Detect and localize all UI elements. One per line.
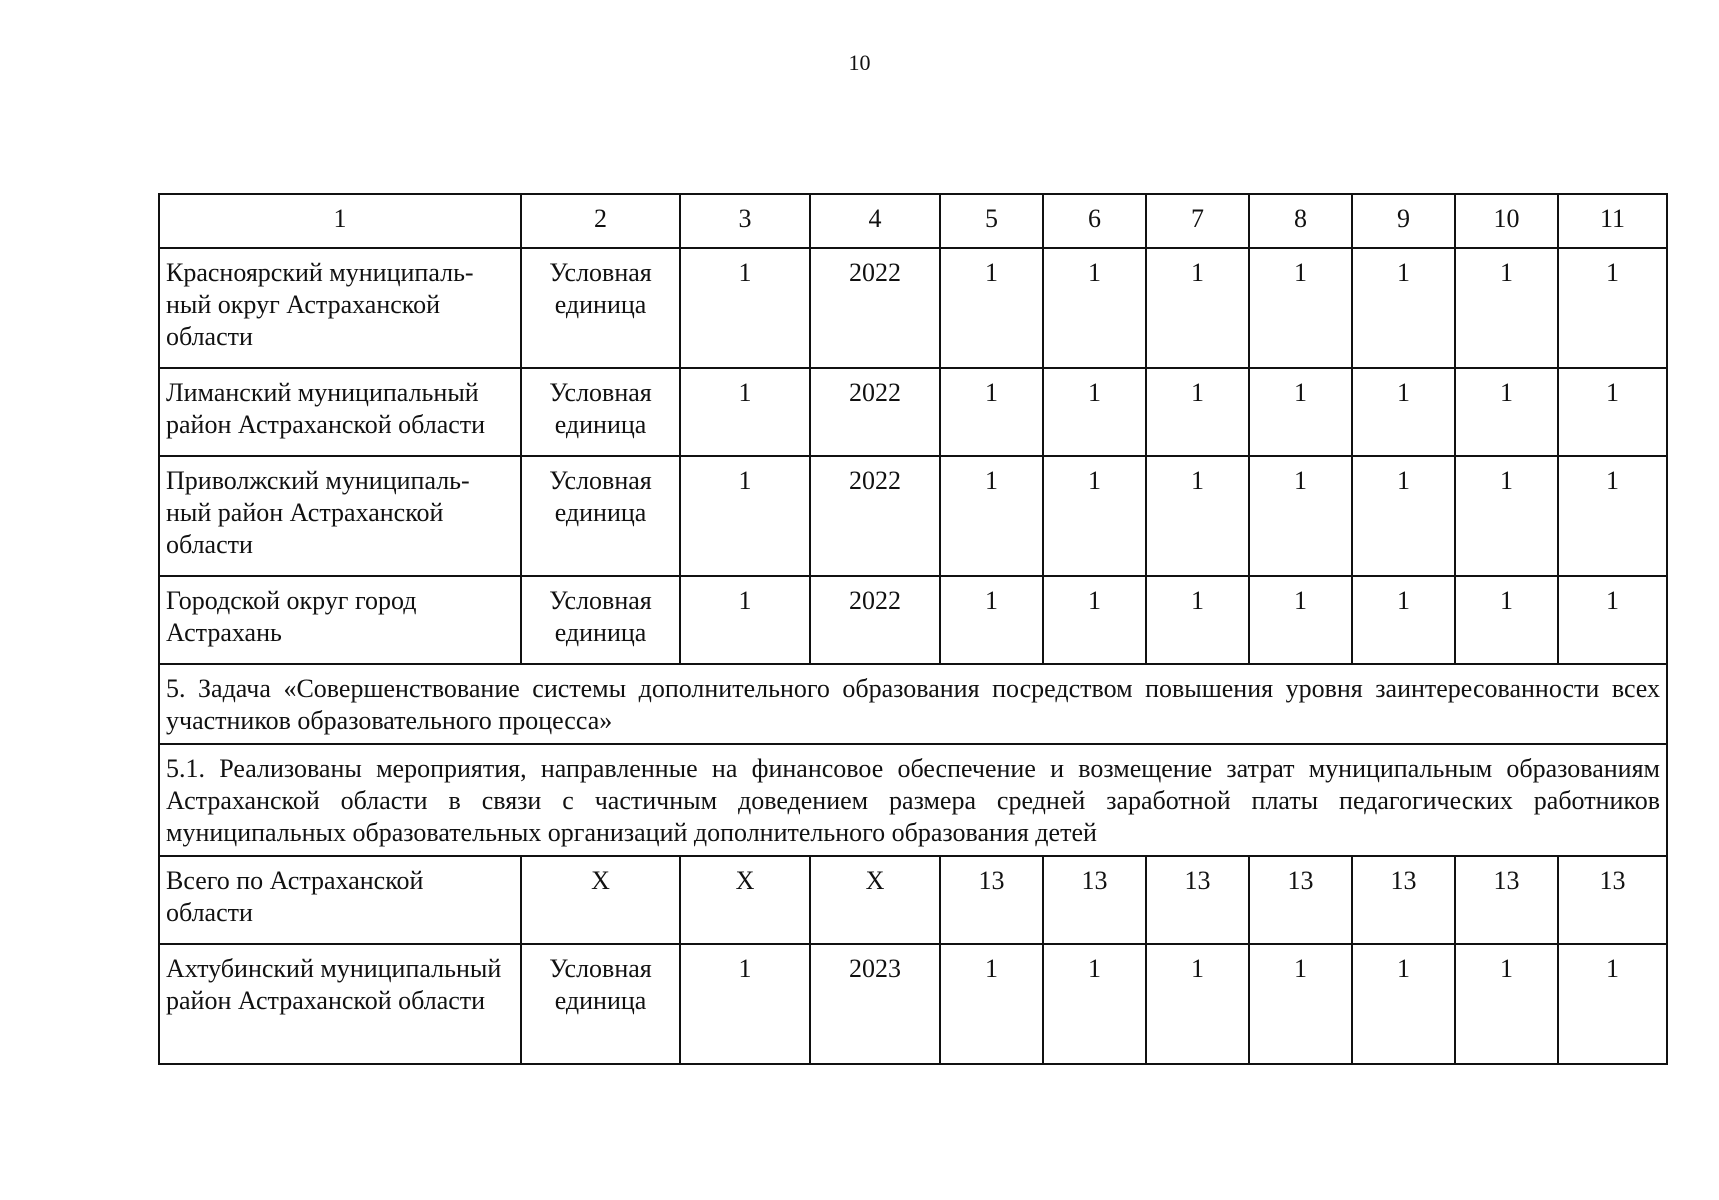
value-cell: 1 — [680, 944, 810, 1064]
value-cell: 1 — [1558, 576, 1667, 664]
value-cell: 1 — [1352, 368, 1455, 456]
value-cell: 1 — [1455, 456, 1558, 576]
value-cell: 1 — [1352, 576, 1455, 664]
value-cell: 1 — [1455, 248, 1558, 368]
table-row — [159, 248, 1667, 368]
value-cell: 2023 — [810, 944, 940, 1064]
value-cell: 1 — [1249, 456, 1352, 576]
value-cell: 1 — [1146, 368, 1249, 456]
value-cell: 1 — [680, 456, 810, 576]
table-row — [159, 576, 1667, 664]
section-task-heading: 5. Задача «Совершенствование системы дополнительного образования посредством повышения уровня заинтересованности всех участников образовательного процесса» — [159, 664, 1667, 744]
value-cell: 1 — [1352, 944, 1455, 1064]
value-cell: 1 — [1558, 944, 1667, 1064]
value-cell: 1 — [1455, 944, 1558, 1064]
value-cell: 1 — [1558, 368, 1667, 456]
column-number-row — [159, 194, 1667, 248]
value-cell: 13 — [1352, 856, 1455, 944]
value-cell: 1 — [1249, 248, 1352, 368]
section-measure-heading-row — [159, 744, 1667, 856]
value-cell: 1 — [1146, 456, 1249, 576]
column-number: 9 — [1352, 194, 1455, 248]
value-cell: 13 — [1249, 856, 1352, 944]
table-row — [159, 456, 1667, 576]
value-cell: 1 — [1455, 576, 1558, 664]
value-cell: 1 — [1043, 944, 1146, 1064]
value-cell: 1 — [940, 456, 1043, 576]
column-number: 4 — [810, 194, 940, 248]
table-row — [159, 856, 1667, 944]
row-name: Лиманский муниципальный район Астраханской области — [159, 368, 521, 456]
row-name: Приволжский муниципаль- ный район Астраханской области — [159, 456, 521, 576]
unit-cell: Условная единица — [521, 456, 680, 576]
row-name: Ахтубинский муниципальный район Астраханской области — [159, 944, 521, 1064]
section-measure-heading: 5.1. Реализованы мероприятия, направленные на финансовое обеспечение и возмещение затрат муниципальным образованиям Астраханской области в связи с частичным доведением размера средней заработной платы педагогических работников муниципальных образовательных организаций дополнительного образования детей — [159, 744, 1667, 856]
column-number: 6 — [1043, 194, 1146, 248]
table-body — [159, 194, 1667, 1064]
value-cell: 2022 — [810, 576, 940, 664]
value-cell: 1 — [1455, 368, 1558, 456]
value-cell: 1 — [680, 248, 810, 368]
value-cell: 1 — [1146, 944, 1249, 1064]
column-number: 2 — [521, 194, 680, 248]
column-number: 8 — [1249, 194, 1352, 248]
row-name: Красноярский муниципаль- ный округ Астраханской области — [159, 248, 521, 368]
value-cell: 1 — [940, 576, 1043, 664]
unit-cell: Условная единица — [521, 248, 680, 368]
value-cell: 1 — [1043, 248, 1146, 368]
value-cell: 1 — [940, 248, 1043, 368]
table-row — [159, 368, 1667, 456]
value-cell: 1 — [940, 944, 1043, 1064]
value-cell: 1 — [1043, 456, 1146, 576]
value-cell: 13 — [1146, 856, 1249, 944]
value-cell: 1 — [680, 368, 810, 456]
value-cell: 1 — [1249, 944, 1352, 1064]
value-cell: 2022 — [810, 456, 940, 576]
value-cell: 1 — [1352, 248, 1455, 368]
value-cell: 13 — [1455, 856, 1558, 944]
value-cell: Х — [680, 856, 810, 944]
column-number: 11 — [1558, 194, 1667, 248]
row-name: Всего по Астраханской области — [159, 856, 521, 944]
column-number: 7 — [1146, 194, 1249, 248]
value-cell: 1 — [1558, 456, 1667, 576]
column-number: 1 — [159, 194, 521, 248]
value-cell: 2022 — [810, 368, 940, 456]
page-number: 10 — [848, 50, 871, 75]
indicators-table — [158, 193, 1668, 1065]
unit-cell: Условная единица — [521, 576, 680, 664]
value-cell: Х — [810, 856, 940, 944]
value-cell: 1 — [1043, 368, 1146, 456]
value-cell: 13 — [1558, 856, 1667, 944]
value-cell: 1 — [1249, 368, 1352, 456]
value-cell: 1 — [940, 368, 1043, 456]
value-cell: 1 — [1146, 248, 1249, 368]
column-number: 10 — [1455, 194, 1558, 248]
value-cell: 2022 — [810, 248, 940, 368]
value-cell: 1 — [680, 576, 810, 664]
column-number: 3 — [680, 194, 810, 248]
unit-cell: Х — [521, 856, 680, 944]
table-row — [159, 944, 1667, 1064]
value-cell: 1 — [1146, 576, 1249, 664]
row-name: Городской округ город Астрахань — [159, 576, 521, 664]
value-cell: 1 — [1043, 576, 1146, 664]
section-task-heading-row — [159, 664, 1667, 744]
value-cell: 1 — [1352, 456, 1455, 576]
value-cell: 1 — [1249, 576, 1352, 664]
unit-cell: Условная единица — [521, 368, 680, 456]
value-cell: 1 — [1558, 248, 1667, 368]
column-number: 5 — [940, 194, 1043, 248]
value-cell: 13 — [1043, 856, 1146, 944]
value-cell: 13 — [940, 856, 1043, 944]
unit-cell: Условная единица — [521, 944, 680, 1064]
